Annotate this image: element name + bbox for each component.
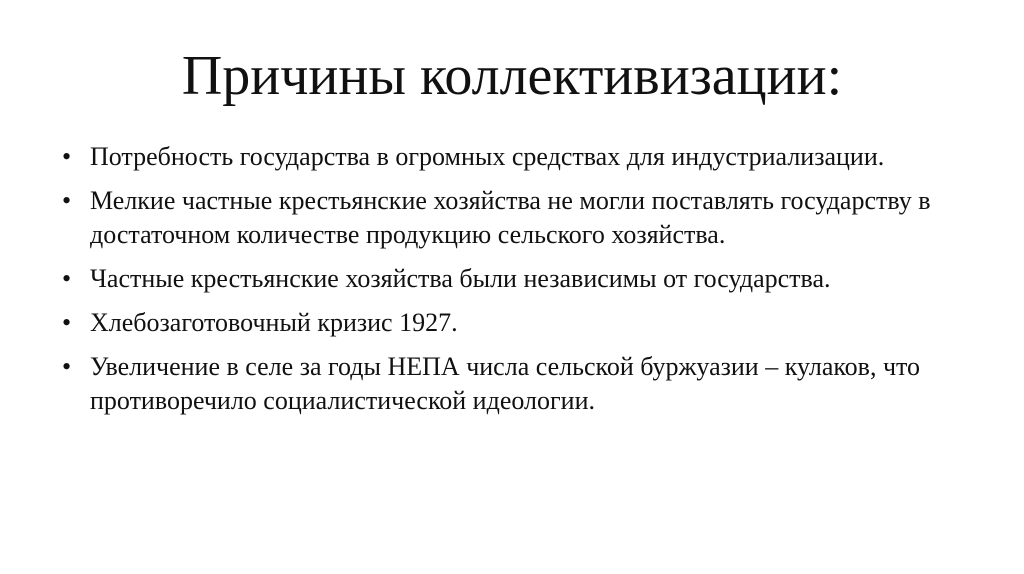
bullet-dot-icon: • <box>62 352 72 381</box>
bullet-text: Частные крестьянские хозяйства были независимы от государства. <box>90 264 831 293</box>
bullet-dot-icon: • <box>62 264 72 293</box>
bullet-text: Мелкие частные крестьянские хозяйства не могли поставлять государству в достаточном количестве продукцию сельского хозяйства. <box>90 186 931 249</box>
bullet-text: Хлебозаготовочный кризис 1927. <box>90 308 458 337</box>
list-item <box>62 306 962 340</box>
list-item <box>62 350 962 418</box>
bullet-text: Увеличение в селе за годы НЕПА числа сельской буржуазии – кулаков, что противоречило социалистической идеологии. <box>90 352 921 415</box>
bullet-list <box>62 140 962 428</box>
bullet-text: Потребность государства в огромных средствах для индустриализации. <box>90 142 885 171</box>
list-item <box>62 262 962 296</box>
bullet-dot-icon: • <box>62 308 72 337</box>
bullet-dot-icon: • <box>62 186 72 215</box>
bullet-dot-icon: • <box>62 142 72 171</box>
list-item <box>62 184 962 252</box>
list-item <box>62 140 962 174</box>
slide-title: Причины коллективизации: <box>181 45 843 107</box>
